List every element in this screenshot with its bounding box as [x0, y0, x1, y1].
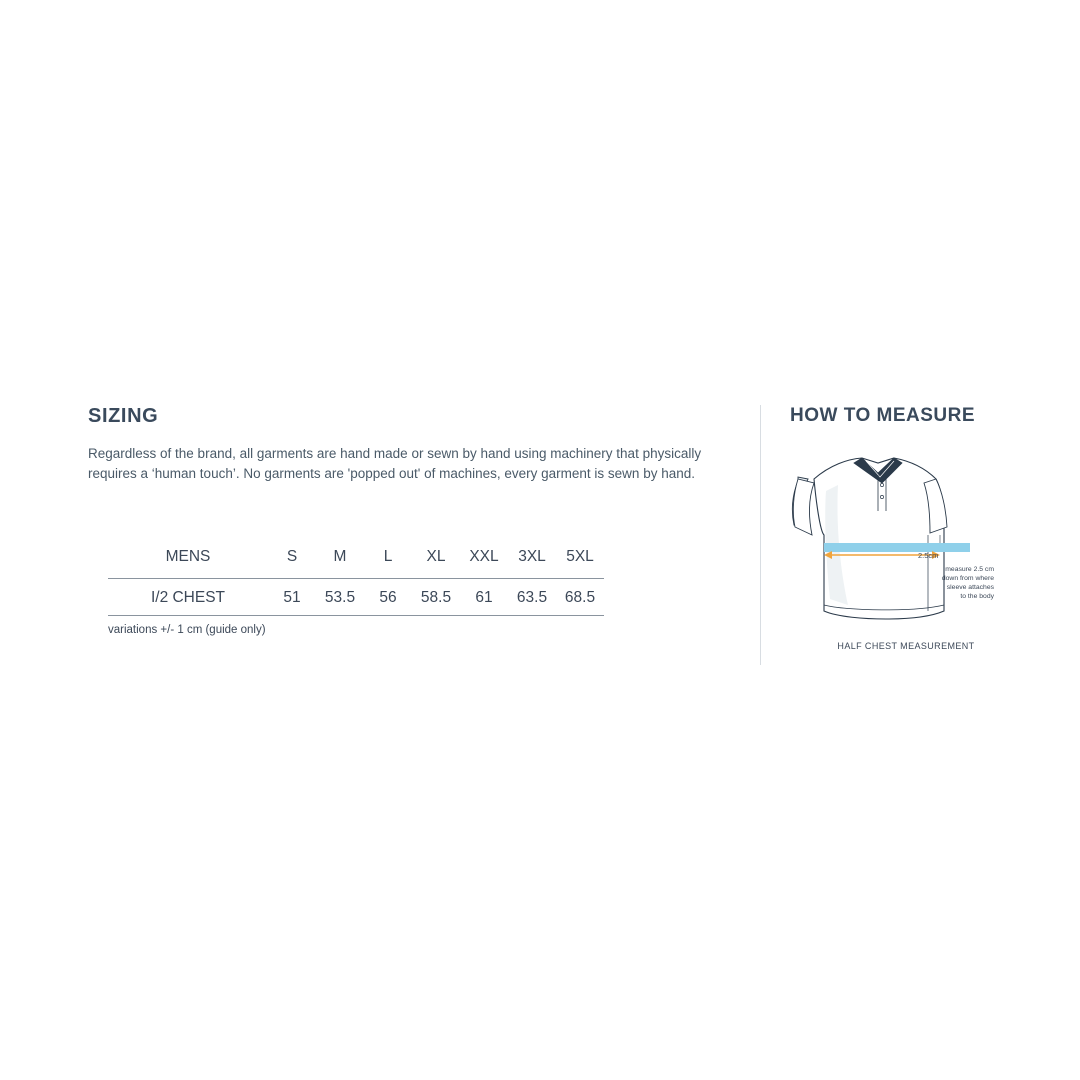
size-table	[108, 540, 604, 616]
table-header-cell: M	[333, 548, 347, 565]
table-header-cell: S	[286, 548, 298, 565]
sizing-section	[88, 405, 728, 484]
page-title: SIZING	[88, 405, 159, 427]
sizing-description: Regardless of the brand, all garments are hand made or sewn by hand using machinery that physically requires a ‘human touch’. No garments are 'popped out' of machines, every garment is sewn by hand.	[88, 446, 702, 481]
measure-caption: HALF CHEST MEASUREMENT	[837, 641, 975, 651]
table-header-cell: XXL	[469, 548, 499, 565]
table-header-cell: 5XL	[566, 548, 594, 565]
table-header-label: MENS	[165, 548, 211, 565]
table-cell: 51	[268, 579, 316, 616]
size-table-footnote: variations +/- 1 cm (guide only)	[108, 624, 266, 636]
table-header-cell: XL	[426, 548, 446, 565]
how-to-measure-title: HOW TO MEASURE	[790, 405, 976, 426]
measure-note-line: sleeve attaches	[946, 584, 994, 591]
measure-note-line: to the body	[960, 593, 994, 600]
vertical-divider	[760, 405, 761, 665]
polo-shirt-icon	[790, 439, 990, 639]
table-cell: 53.5	[316, 579, 364, 616]
table-cell: 56	[364, 579, 412, 616]
table-cell: 61	[460, 579, 508, 616]
table-cell: 68.5	[556, 579, 604, 616]
table-header-row	[108, 540, 604, 579]
how-to-measure-section	[790, 405, 1010, 651]
table-row-label: I/2 CHEST	[108, 579, 268, 616]
measure-band	[824, 543, 970, 552]
measure-tag: 2.5cm	[918, 551, 939, 560]
polo-shirt-diagram	[790, 439, 994, 639]
table-header-cell: L	[383, 548, 393, 565]
table-cell: 63.5	[508, 579, 556, 616]
table-cell: 58.5	[412, 579, 460, 616]
measure-note	[908, 565, 994, 601]
table-header-cell: 3XL	[518, 548, 546, 565]
table-row	[108, 579, 604, 616]
measure-note-line: down from where	[941, 575, 994, 582]
size-chart	[108, 540, 596, 636]
measure-note-line: measure 2.5 cm	[945, 566, 994, 573]
